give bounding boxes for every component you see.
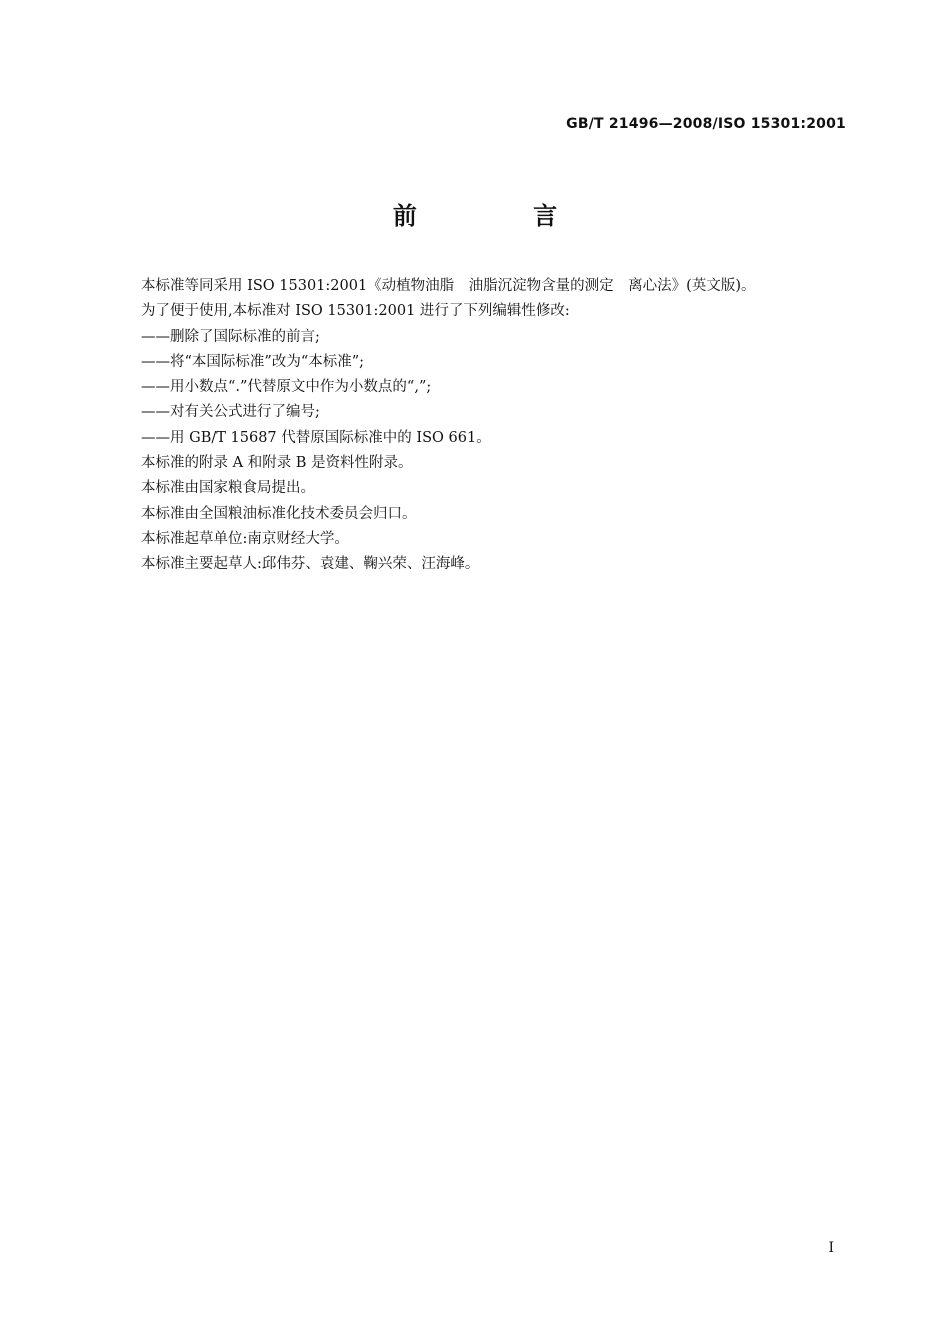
paragraph-drafting-unit: 本标准起草单位:南京财经大学。 [141,530,349,547]
paragraph-adoption: 本标准等同采用 ISO 15301:2001《动植物油脂 油脂沉淀物含量的测定 离心法》(英文版)。 [141,278,756,294]
list-item-formula-numbering: ——对有关公式进行了编号; [141,404,320,421]
paragraph-proposed-by: 本标准由国家粮食局提出。 [141,480,315,497]
list-item-remove-foreword: ——删除了国际标准的前言; [141,328,320,345]
page-title: 前 言 [392,202,612,230]
list-item-decimal-point: ——用小数点“.”代替原文中作为小数点的“,”; [141,379,432,396]
paragraph-modifications-intro: 为了便于使用,本标准对 ISO 15301:2001 进行了下列编辑性修改: [141,303,570,320]
paragraph-drafters: 本标准主要起草人:邱伟芬、袁建、鞠兴荣、汪海峰。 [141,556,480,573]
page-number: I [828,1240,834,1256]
paragraph-annexes: 本标准的附录 A 和附录 B 是资料性附录。 [141,455,413,472]
list-item-rename-standard: ——将“本国际标准”改为“本标准”; [141,353,365,370]
paragraph-centralized-by: 本标准由全国粮油标准化技术委员会归口。 [141,505,417,522]
standard-number: GB/T 21496—2008/ISO 15301:2001 [566,116,846,132]
foreword-body [141,274,841,578]
list-item-reference-replace: ——用 GB/T 15687 代替原国际标准中的 ISO 661。 [141,429,491,446]
